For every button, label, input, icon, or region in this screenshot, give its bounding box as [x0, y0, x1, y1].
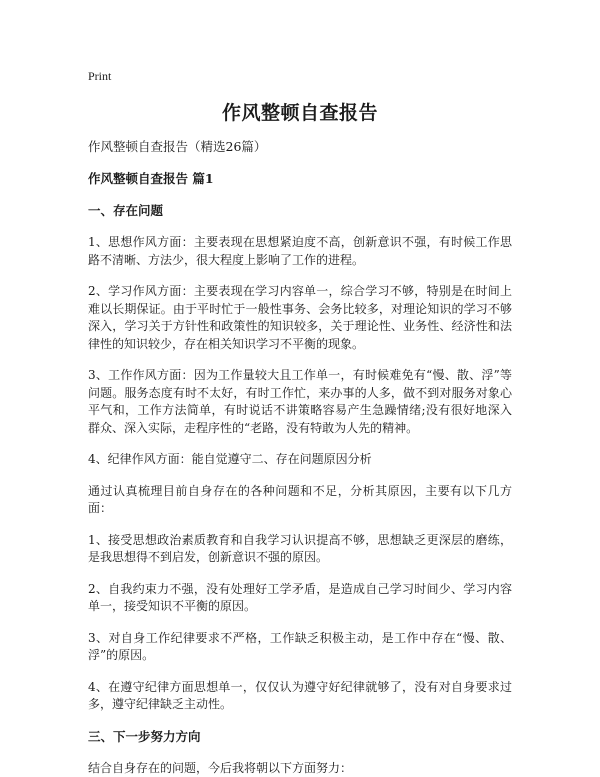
- paragraph-thinking-style: 1、思想作风方面：主要表现在思想紧迫度不高，创新意识不强，有时候工作思路不清晰、方法少，很大程度上影响了工作的进程。: [88, 234, 512, 269]
- paragraph-discipline-style: 4、纪律作风方面：能自觉遵守二、存在问题原因分析: [88, 451, 512, 469]
- heading-next-steps: 三、下一步努力方向: [88, 728, 512, 746]
- paragraph-closing: 结合自身存在的问题，今后我将朝以下方面努力：: [88, 760, 512, 777]
- paragraph-analysis-intro: 通过认真梳理目前自身存在的各种问题和不足，分析其原因，主要有以下几方面：: [88, 483, 512, 518]
- paragraph-work-style: 3、工作作风方面：因为工作量较大且工作单一，有时候难免有“慢、散、浮”等问题。服务态度有时不太好，有时工作忙，来办事的人多，做不到对服务对象心平气和，工作方法简单，有时说话不讲策略容易产生急躁情绪;没有很好地深入群众、深入实际，走程序性的“老路，没有特敢为人先的精神。: [88, 367, 512, 437]
- paragraph-cause-4: 4、在遵守纪律方面思想单一，仅仅认为遵守好纪律就够了，没有对自身要求过多，遵守纪律缺乏主动性。: [88, 679, 512, 714]
- paragraph-cause-2: 2、自我约束力不强，没有处理好工学矛盾，是造成自己学习时间少、学习内容单一，接受知识不平衡的原因。: [88, 581, 512, 616]
- section-title: 作风整顿自查报告 篇1: [88, 170, 512, 188]
- heading-problems: 一、存在问题: [88, 202, 512, 220]
- paragraph-cause-1: 1、接受思想政治素质教育和自我学习认识提高不够，思想缺乏更深层的磨练，是我思想得不到启发，创新意识不强的原因。: [88, 532, 512, 567]
- paragraph-study-style: 2、学习作风方面：主要表现在学习内容单一，综合学习不够，特别是在时间上难以长期保证。由于平时忙于一般性事务、会务比较多，对理论知识的学习不够深入，学习关于方针性和政策性的知识较多，关于理论性、业务性、经济性和法律性的知识较少，存在相关知识学习不平衡的现象。: [88, 283, 512, 353]
- document-title: 作风整顿自查报告: [88, 100, 512, 126]
- print-link[interactable]: Print: [88, 68, 512, 84]
- document-subtitle: 作风整顿自查报告（精选26篇）: [88, 138, 512, 156]
- paragraph-cause-3: 3、对自身工作纪律要求不严格，工作缺乏积极主动，是工作中存在“慢、散、浮”的原因。: [88, 630, 512, 665]
